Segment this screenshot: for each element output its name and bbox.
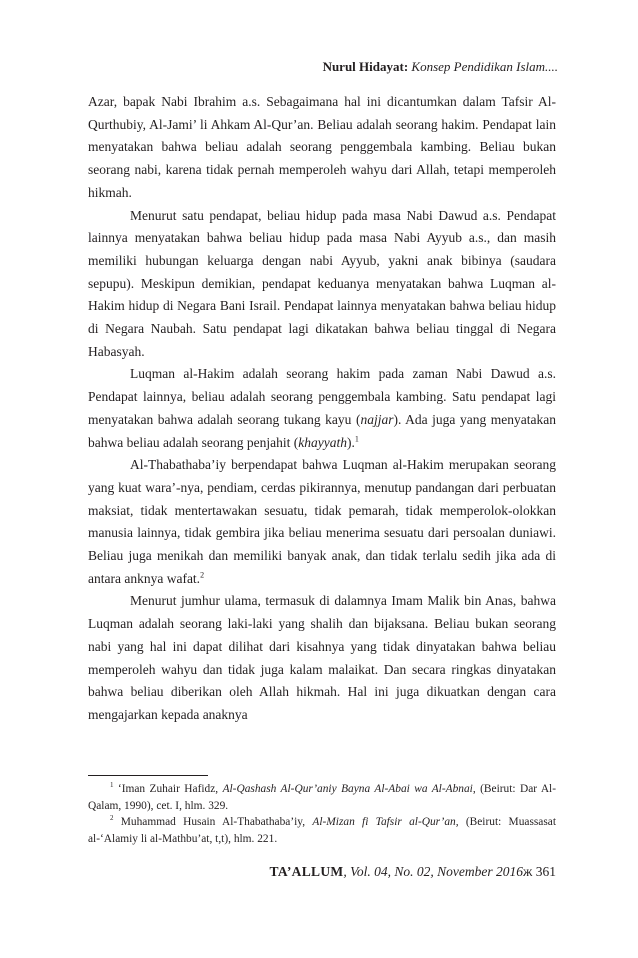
text-run: Azar, bapak Nabi Ibrahim a.s. Sebagaimana hal ini dicantumkan dalam Tafsir Al-Qurthubiy, Al-Jami’ li Ahkam Al-Qur’an. Beliau adalah seorang hakim. Pendapat lain menyatakan bahwa beliau adalah seorang penggembala kambing. Beliau bukan seorang nabi, karena tidak pernah memperoleh wahyu dari Allah, tetapi memperoleh hikmah. xyxy=(88,94,556,200)
footnote-ref: 1 xyxy=(354,434,359,444)
paragraph xyxy=(88,454,556,590)
italic-text: khayyath xyxy=(298,434,348,450)
paragraph xyxy=(88,91,556,205)
text-run: Menurut jumhur ulama, termasuk di dalamnya Imam Malik bin Anas, bahwa Luqman adalah seorang laki-laki yang shalih dan bijaksana. Beliau bukan seorang nabi yang hal ini dapat dilihat dari kisahnya yang tidak dinyatakan bahwa beliau memperoleh wahyu dan tidak juga kalam malaikat. Dan secara ringkas dinyatakan bahwa beliau diberikan oleh Allah hikmah. Hal ini juga dikuatkan dengan cara mengajarkan kepada anaknya xyxy=(88,593,556,722)
footnote-ref: 2 xyxy=(110,814,114,823)
text-run: ‘Iman Zuhair Hafidz, xyxy=(113,783,223,795)
paragraph xyxy=(88,590,556,726)
header-author: Nurul Hidayat: xyxy=(322,59,409,74)
page-number: 361 xyxy=(532,864,556,879)
text-run: Luqman al-Hakim adalah seorang hakim pada zaman Nabi Dawud a.s. Pendapat lainnya, beliau adalah seorang penggembala kambing. Satu pendapat lagi menyatakan bahwa adalah seorang tukang kayu ( xyxy=(88,366,556,427)
footnotes xyxy=(88,781,556,847)
page-footer xyxy=(270,864,556,880)
paragraph xyxy=(88,363,556,454)
footer-separator: ж xyxy=(523,864,533,879)
text-run: ). xyxy=(347,434,355,450)
text-run: , (Beirut: Dar Al-Qalam, 1990), cet. I, hlm. 329. xyxy=(88,783,557,812)
text-run: Al-Thabathaba’iy berpendapat bahwa Luqman al-Hakim merupakan seorang yang kuat wara’-nya, pendiam, cerdas pikirannya, menutup pandangan dari perbuatan maksiat, tidak mentertawakan sesuatu, tidak pemarah, tidak memperolok-olokkan manusia lainnya, tidak gembira jika beliau menerima sesuatu dari persoalan duniawi. Beliau juga menikah dan memiliki banyak anak, dan tidak terlalu sedih jika ada di antara anknya wafat. xyxy=(88,457,556,586)
footnote-ref: 2 xyxy=(200,570,205,580)
text-run: Muhammad Husain Al-Thabathaba’iy, xyxy=(113,816,313,829)
footnote xyxy=(88,814,556,847)
paragraph xyxy=(88,205,556,364)
footer-journal: TA’ALLUM xyxy=(269,864,344,879)
text-run: Menurut satu pendapat, beliau hidup pada masa Nabi Dawud a.s. Pendapat lainnya menyatakan bahwa beliau hidup pada masa Nabi Ayyub a.s., dan masih memiliki hubungan keluarga dengan nabi Ayyub, yakni anak bibinya (saudara sepupu). Meskipun demikian, pendapat keduanya menyatakan bahwa Luqman al-Hakim hidup di Negara Bani Israil. Pendapat lainnya menyatakan bahwa beliau hidup di Negara Naubah. Satu pendapat lagi dikatakan bahwa beliau tinggal di Negara Habasyah. xyxy=(88,207,556,359)
footer-volume: , Vol. 04, No. 02, November 2016 xyxy=(343,864,524,879)
footnote-ref: 1 xyxy=(110,781,114,790)
italic-text: Al-Mizan fi Tafsir al-Qur’an, xyxy=(312,816,459,829)
italic-text: Al-Qashash Al-Qur’aniy Bayna Al-Abai wa Al-Abnai xyxy=(222,783,473,795)
body-text xyxy=(88,91,556,727)
header-title: Konsep Pendidikan Islam.... xyxy=(411,59,558,74)
text-run: (Beirut: Muassasat al-‘Alamiy li al-Mathbu’at, t,t), hlm. 221. xyxy=(88,816,557,845)
running-header xyxy=(323,59,558,75)
footnote-divider xyxy=(88,775,208,776)
footnote xyxy=(88,781,556,814)
italic-text: najjar xyxy=(360,411,394,427)
text-run: ). Ada juga yang menyatakan bahwa beliau adalah seorang penjahit ( xyxy=(88,411,556,450)
